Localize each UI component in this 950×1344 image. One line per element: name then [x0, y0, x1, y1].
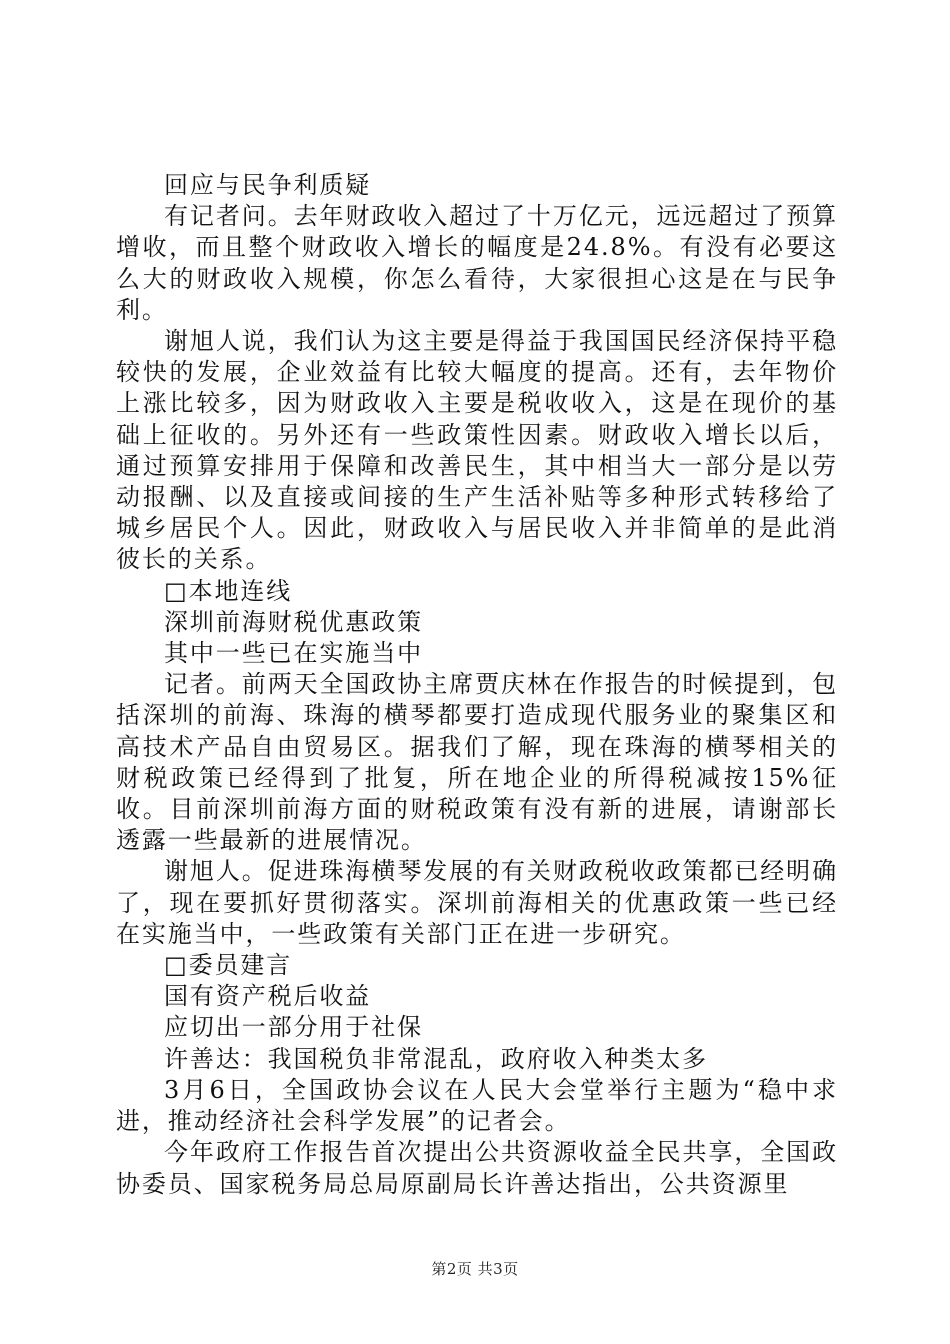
section-local-connection: □本地连线 — [164, 576, 293, 605]
paragraph-press-conference: 3月6日，全国政协会议在人民大会堂举行主题为“稳中求进，推动经济社会科学发展”的记者会。 — [116, 1075, 838, 1136]
document-body — [116, 170, 838, 1200]
paragraph-xie-qianhai: 谢旭人。促进珠海横琴发展的有关财政税收政策都已经明确了，现在要抓好贯彻落实。深圳前海相关的优惠政策一些已经在实施当中，一些政策有关部门正在进一步研究。 — [116, 857, 838, 948]
page-number: 第2页 共3页 — [431, 1260, 519, 1278]
subheading-shenzhen-policy: 其中一些已在实施当中 — [164, 639, 423, 668]
heading-state-assets: 国有资产税后收益 — [164, 982, 372, 1011]
section-member-advice: □委员建言 — [164, 951, 293, 980]
heading-shenzhen-policy: 深圳前海财税优惠政策 — [164, 607, 423, 636]
paragraph-reporter-question: 有记者问。去年财政收入超过了十万亿元，远远超过了预算增收，而且整个财政收入增长的幅度是24.8%。有没有必要这么大的财政收入规模，你怎么看待，大家很担心这是在与民争利。 — [116, 202, 838, 324]
subheading-social-security: 应切出一部分用于社保 — [164, 1013, 423, 1042]
heading-xu-shanda: 许善达：我国税负非常混乱，政府收入种类太多 — [164, 1044, 708, 1073]
paragraph-public-resources: 今年政府工作报告首次提出公共资源收益全民共享，全国政协委员、国家税务局总局原副局长许善达指出，公共资源里 — [116, 1138, 838, 1198]
heading-response: 回应与民争利质疑 — [164, 171, 372, 199]
paragraph-xie-answer: 谢旭人说，我们认为这主要是得益于我国国民经济保持平稳较快的发展，企业效益有比较大幅度的提高。还有，去年物价上涨比较多，因为财政收入主要是税收收入，这是在现价的基础上征收的。另外还有一些政策性因素。财政收入增长以后，通过预算安排用于保障和改善民生，其中相当大一部分是以劳动报酬、以及直接或间接的生产生活补贴等多种形式转移给了城乡居民个人。因此，财政收入与居民收入并非简单的是此消彼长的关系。 — [116, 327, 838, 574]
paragraph-reporter-qianhai: 记者。前两天全国政协主席贾庆林在作报告的时候提到，包括深圳的前海、珠海的横琴都要打造成现代服务业的聚集区和高技术产品自由贸易区。据我们了解，现在珠海的横琴相关的财税政策已经得到了批复，所在地企业的所得税减按15%征收。目前深圳前海方面的财税政策有没有新的进展，请谢部长透露一些最新的进展情况。 — [116, 670, 838, 855]
